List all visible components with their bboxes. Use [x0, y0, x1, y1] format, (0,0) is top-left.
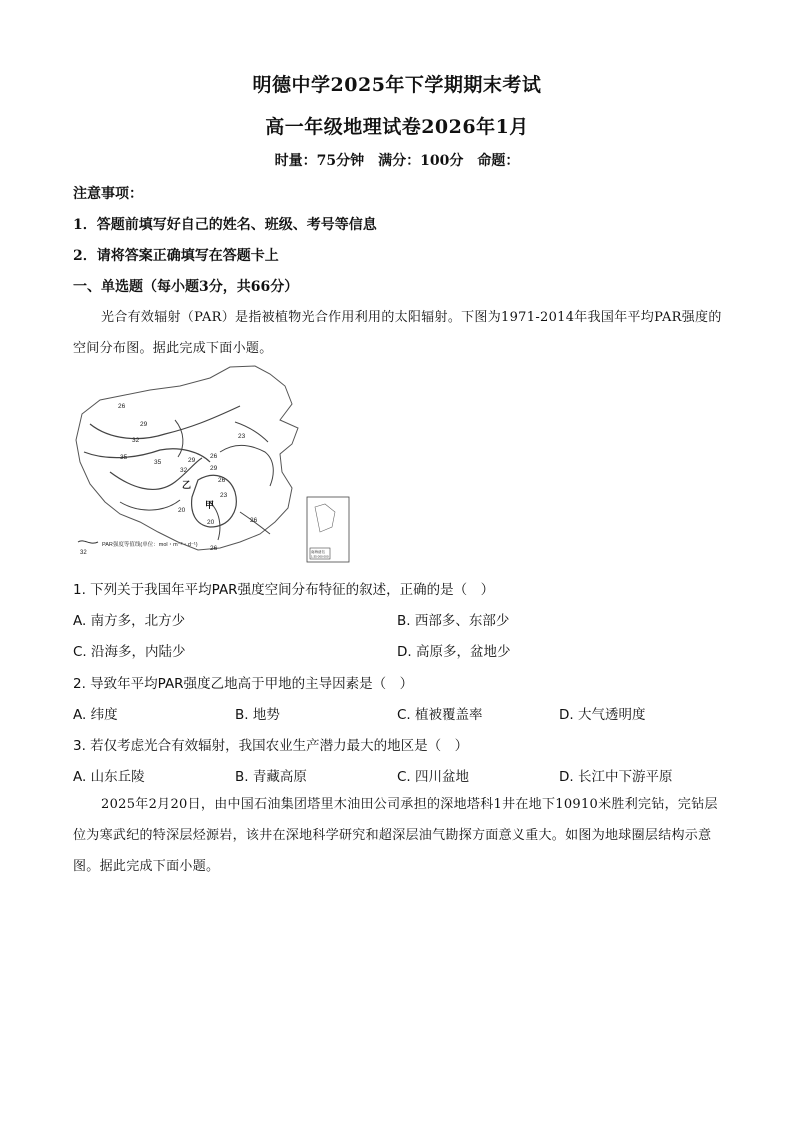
exam-meta: 时量：75分钟 满分：100分 命题： — [274, 153, 520, 169]
contour-label: 26 — [250, 517, 258, 524]
passage-drilling: 2025年2月20日，由中国石油集团塔里木油田公司承担的深地塔科1井在地下10910米胜利完钻，完钻层位为寒武纪的特深层烃源岩，该井在深地科学研究和超深层油气勘探方面意义重大。如图为地球圈层结构示意图。据此完成下面小题。 — [73, 797, 718, 874]
contour-line — [220, 445, 273, 486]
contour-label: 35 — [120, 454, 128, 461]
contour-line — [175, 420, 183, 457]
question-2-stem: 2. 导致年平均PAR强度乙地高于甲地的主导因素是（ ） — [73, 676, 414, 692]
par-distribution-map — [70, 362, 360, 572]
inset-label: 南海诸岛 — [311, 550, 325, 554]
contour-label: 32 — [180, 467, 188, 474]
notes-heading: 注意事项： — [73, 186, 143, 202]
china-map-figure — [70, 362, 360, 572]
question-2-option-b[interactable]: B. 地势 — [235, 707, 280, 723]
question-1-option-a[interactable]: A. 南方多，北方少 — [73, 613, 186, 629]
notes-item-2: 2．请将答案正确填写在答题卡上 — [73, 248, 279, 264]
contour-label: 32 — [132, 437, 140, 444]
inset-scale: 1:35 000 000 — [311, 554, 329, 559]
inset-islands — [315, 504, 335, 532]
question-2-option-d[interactable]: D. 大气透明度 — [559, 707, 646, 723]
contour-label: 26 — [210, 453, 218, 460]
section-heading: 一、单选题（每小题3分，共66分） — [73, 279, 299, 295]
question-2-option-a[interactable]: A. 纬度 — [73, 707, 118, 723]
question-3-option-a[interactable]: A. 山东丘陵 — [73, 769, 145, 785]
school-exam-title: 明德中学2025年下学期期末考试 — [252, 74, 542, 96]
contour-line — [90, 406, 240, 439]
contour-label: 35 — [154, 459, 162, 466]
question-3-option-d[interactable]: D. 长江中下游平原 — [559, 769, 673, 785]
location-yi-label: 乙 — [182, 481, 192, 491]
question-3-stem: 3. 若仅考虑光合有效辐射，我国农业生产潜力最大的地区是（ ） — [73, 738, 469, 754]
question-3-option-b[interactable]: B. 青藏高原 — [235, 769, 307, 785]
contour-label: 20 — [178, 507, 186, 514]
question-2-option-c[interactable]: C. 植被覆盖率 — [397, 707, 483, 723]
contour-label: 29 — [188, 457, 196, 464]
notes-item-1: 1．答题前填写好自己的姓名、班级、考号等信息 — [73, 217, 377, 233]
contour-label: 29 — [140, 421, 148, 428]
contour-label: 29 — [210, 465, 218, 472]
contour-line — [120, 500, 180, 510]
question-1-option-d[interactable]: D. 高原多，盆地少 — [397, 644, 511, 660]
question-1-option-c[interactable]: C. 沿海多，内陆少 — [73, 644, 186, 660]
contour-label: 26 — [118, 403, 126, 410]
contour-label: 26 — [218, 477, 226, 484]
location-jia-label: 甲 — [205, 501, 215, 511]
passage-par: 光合有效辐射（PAR）是指被植物光合作用利用的太阳辐射。下图为1971-2014年我国年平均PAR强度的空间分布图。据此完成下面小题。 — [73, 310, 722, 356]
question-1-stem: 1. 下列关于我国年平均PAR强度空间分布特征的叙述，正确的是（ ） — [73, 582, 495, 598]
legend-text: PAR强度等值线(单位：mol・m⁻²・d⁻¹) — [102, 542, 198, 548]
contour-label: 26 — [210, 545, 218, 552]
subject-exam-title: 高一年级地理试卷2026年1月 — [265, 116, 529, 138]
legend-contour-symbol — [78, 541, 98, 543]
contour-label: 23 — [238, 433, 246, 440]
contour-label: 23 — [220, 492, 228, 499]
contour-label: 20 — [207, 519, 215, 526]
legend-contour-value: 32 — [80, 550, 87, 556]
question-1-option-b[interactable]: B. 西部多、东部少 — [397, 613, 510, 629]
question-3-option-c[interactable]: C. 四川盆地 — [397, 769, 470, 785]
